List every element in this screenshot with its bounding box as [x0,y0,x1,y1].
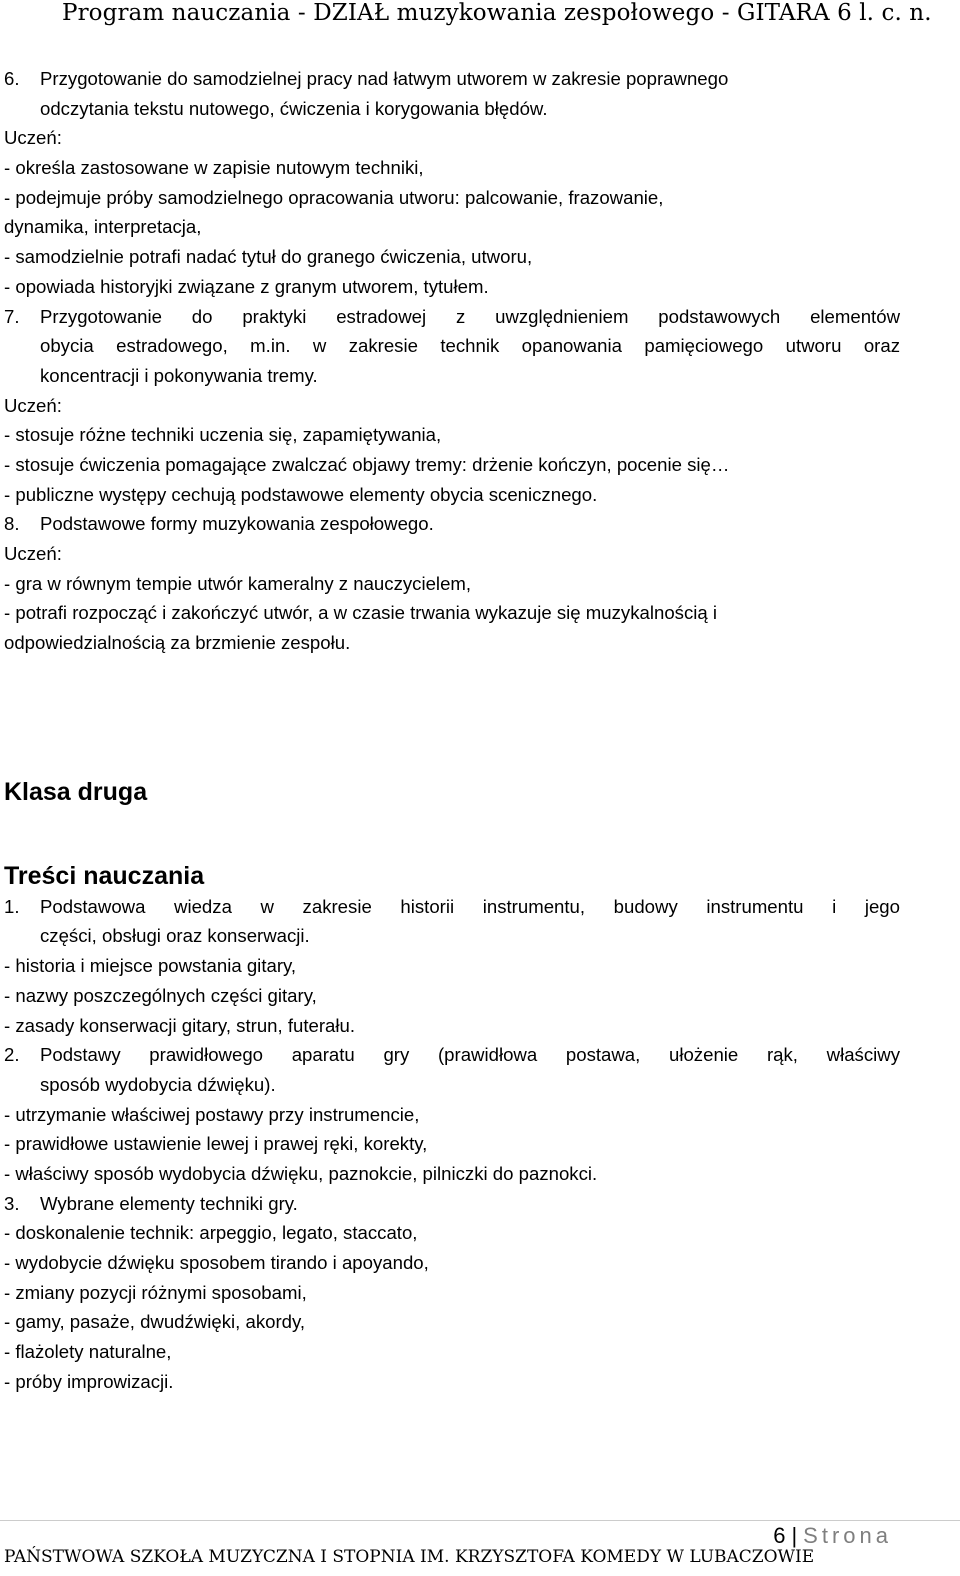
section-number: 2. [4,1044,20,1066]
list-item: - historia i miejsce powstania gitary, [4,955,297,977]
section-8-title: Podstawowe formy muzykowania zespołowego. [40,513,434,535]
content-1-title-line2: części, obsługi oraz konserwacji. [40,925,310,947]
section-7-title-line3: koncentracji i pokonywania tremy. [40,364,318,386]
page-number [773,1523,892,1549]
section-6-heading [4,64,900,94]
student-label: Uczeń: [4,394,62,416]
list-item: - właściwy sposób wydobycia dźwięku, paznokcie, pilniczki do paznokci. [4,1162,598,1184]
list-item: - publiczne występy cechują podstawowe elementy obycia scenicznego. [4,483,598,505]
footer-divider [0,1520,960,1521]
section-8-heading [4,509,900,539]
document-header: Program nauczania - DZIAŁ muzykowania zespołowego - GITARA 6 l. c. n. [62,0,932,26]
section-number: 1. [4,895,20,917]
section-6-title-line2: odczytania tekstu nutowego, ćwiczenia i korygowania błędów. [40,97,548,119]
document-body [4,64,900,1396]
student-label: Uczeń: [4,543,62,564]
content-1-heading [4,892,900,922]
list-item: dynamika, interpretacja, [4,216,202,238]
list-item: - określa zastosowane w zapisie nutowym techniki, [4,157,424,179]
list-item: - flażolety naturalne, [4,1341,172,1363]
contents-heading: Treści nauczania [4,861,205,890]
section-number: 6. [4,68,20,89]
section-7-title-line2: obycia estradowego, m.in. w zakresie technik opanowania pamięciowego utworu oraz [40,335,900,357]
content-2-title-line1: Podstawy prawidłowego aparatu gry (prawidłowa postawa, ułożenie rąk, właściwy [40,1044,900,1066]
section-6-title-line1: Przygotowanie do samodzielnej pracy nad łatwym utworem w zakresie poprawnego [40,68,729,89]
student-label: Uczeń: [4,127,62,149]
content-2-heading [4,1040,900,1070]
page-number-value: 6 [773,1523,786,1548]
list-item: - próby improwizacji. [4,1370,174,1392]
list-item: - potrafi rozpocząć i zakończyć utwór, a w czasie trwania wykazuje się muzykalnością i [4,602,718,624]
list-item: - gamy, pasaże, dwudźwięki, akordy, [4,1311,306,1333]
list-item: - wydobycie dźwięku sposobem tirando i apoyando, [4,1252,429,1273]
content-3-title: Wybrane elementy techniki gry. [40,1192,298,1214]
section-number: 3. [4,1192,20,1214]
list-item: - zmiany pozycji różnymi sposobami, [4,1281,307,1303]
list-item: - gra w równym tempie utwór kameralny z nauczycielem, [4,572,472,594]
spacer [4,808,900,860]
list-item: - zasady konserwacji gitary, strun, futerału. [4,1014,356,1036]
list-item: - nazwy poszczególnych części gitary, [4,984,317,1006]
spacer [4,658,900,776]
content-1-title-line1: Podstawowa wiedza w zakresie historii instrumentu, budowy instrumentu i jego [40,895,900,917]
content-2-title-line2: sposób wydobycia dźwięku). [40,1073,276,1095]
list-item: - podejmuje próby samodzielnego opracowania utworu: palcowanie, frazowanie, [4,186,664,208]
list-item: - stosuje ćwiczenia pomagające zwalczać objawy tremy: drżenie kończyn, pocenie się… [4,453,730,475]
page-label: Strona [803,1523,892,1548]
list-item: - samodzielnie potrafi nadać tytuł do granego ćwiczenia, utworu, [4,246,533,268]
footer-school-name: PAŃSTWOWA SZKOŁA MUZYCZNA I STOPNIA IM. KRZYSZTOFA KOMEDY W LUBACZOWIE [4,1547,815,1567]
list-item: odpowiedzialnością za brzmienie zespołu. [4,632,351,654]
list-item: - utrzymanie właściwej postawy przy instrumencie, [4,1103,420,1125]
list-item: - opowiada historyjki związane z granym utworem, tytułem. [4,275,489,297]
section-number: 8. [4,513,20,535]
section-7-title-line1: Przygotowanie do praktyki estradowej z uwzględnieniem podstawowych elementów [40,305,900,327]
page-number-separator: | [791,1523,798,1548]
content-3-heading [4,1189,900,1219]
list-item: - stosuje różne techniki uczenia się, zapamiętywania, [4,424,442,446]
section-7-heading [4,302,900,332]
list-item: - prawidłowe ustawienie lewej i prawej ręki, korekty, [4,1133,428,1155]
class-heading: Klasa druga [4,777,148,806]
list-item: - doskonalenie technik: arpeggio, legato, staccato, [4,1222,418,1244]
section-number: 7. [4,305,20,327]
